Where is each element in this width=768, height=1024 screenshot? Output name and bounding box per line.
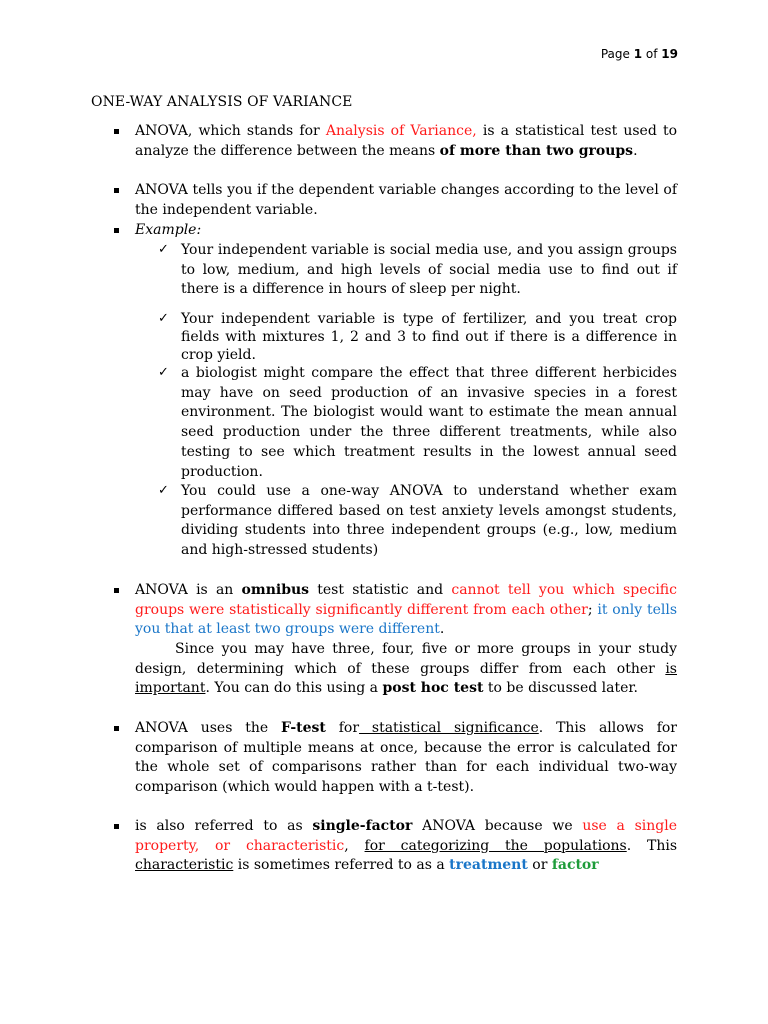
checkmark-icon: ✓ xyxy=(158,365,169,380)
page-number xyxy=(601,46,678,62)
example-item: Your independent variable is social media use, and you assign groups to low, medium, and high levels of social media use to find out if there is a difference in hours of sleep per night. xyxy=(181,242,677,298)
bullet-dependent-variable: ANOVA tells you if the dependent variable changes according to the level of the independent variable. xyxy=(135,182,677,218)
square-bullet-icon xyxy=(114,726,119,731)
bullet-example-label: Example: xyxy=(135,222,202,238)
page-current: 1 xyxy=(633,47,643,61)
bullet-f-test: ANOVA uses the F-test for statistical significance. This allows for comparison of multiple means at once, because the error is calculated for the whole set of comparisons rather than for each individual two-way comparison (which would happen with a t-test). xyxy=(135,720,677,796)
bullet-single-factor: is also referred to as single-factor ANOVA because we use a single property, or characteristic, for categorizing the populations. This characteristic is sometimes referred to as a treatment or factor xyxy=(135,818,678,874)
checkmark-icon: ✓ xyxy=(158,242,169,257)
checkmark-icon: ✓ xyxy=(158,311,169,326)
page-prefix: Page xyxy=(600,47,634,61)
square-bullet-icon xyxy=(114,228,119,233)
example-item: Your independent variable is type of fertilizer, and you treat crop fields with mixtures 1, 2 and 3 to find out if there is a difference in crop yield. xyxy=(181,311,677,363)
page-of: of xyxy=(642,47,662,61)
bullet-omnibus: ANOVA is an omnibus test statistic and cannot tell you which specific groups were statistically significantly different from each other; it only tells you that at least two groups were different. xyxy=(135,582,677,638)
square-bullet-icon xyxy=(114,129,119,134)
checkmark-icon: ✓ xyxy=(158,483,169,498)
paragraph-post-hoc: Since you may have three, four, five or more groups in your study design, determining which of these groups differ from each other is important. You can do this using a post hoc test to be discussed later. xyxy=(135,641,677,697)
square-bullet-icon xyxy=(114,588,119,593)
square-bullet-icon xyxy=(114,188,119,193)
page-total: 19 xyxy=(661,47,678,61)
example-item: a biologist might compare the effect that three different herbicides may have on seed production of an invasive species in a forest environment. The biologist would want to estimate the mean annual seed production under the three different treatments, while also testing to see which treatment results in the lowest annual seed production. xyxy=(181,365,677,480)
square-bullet-icon xyxy=(114,824,119,829)
example-item: You could use a one-way ANOVA to understand whether exam performance differed based on test anxiety levels amongst students, dividing students into three independent groups (e.g., low, medium and high-stressed students) xyxy=(181,483,677,559)
bullet-anova-definition: ANOVA, which stands for Analysis of Variance, is a statistical test used to analyze the difference between the means of more than two groups. xyxy=(135,123,678,159)
document-title: ONE-WAY ANALYSIS OF VARIANCE xyxy=(91,94,353,110)
